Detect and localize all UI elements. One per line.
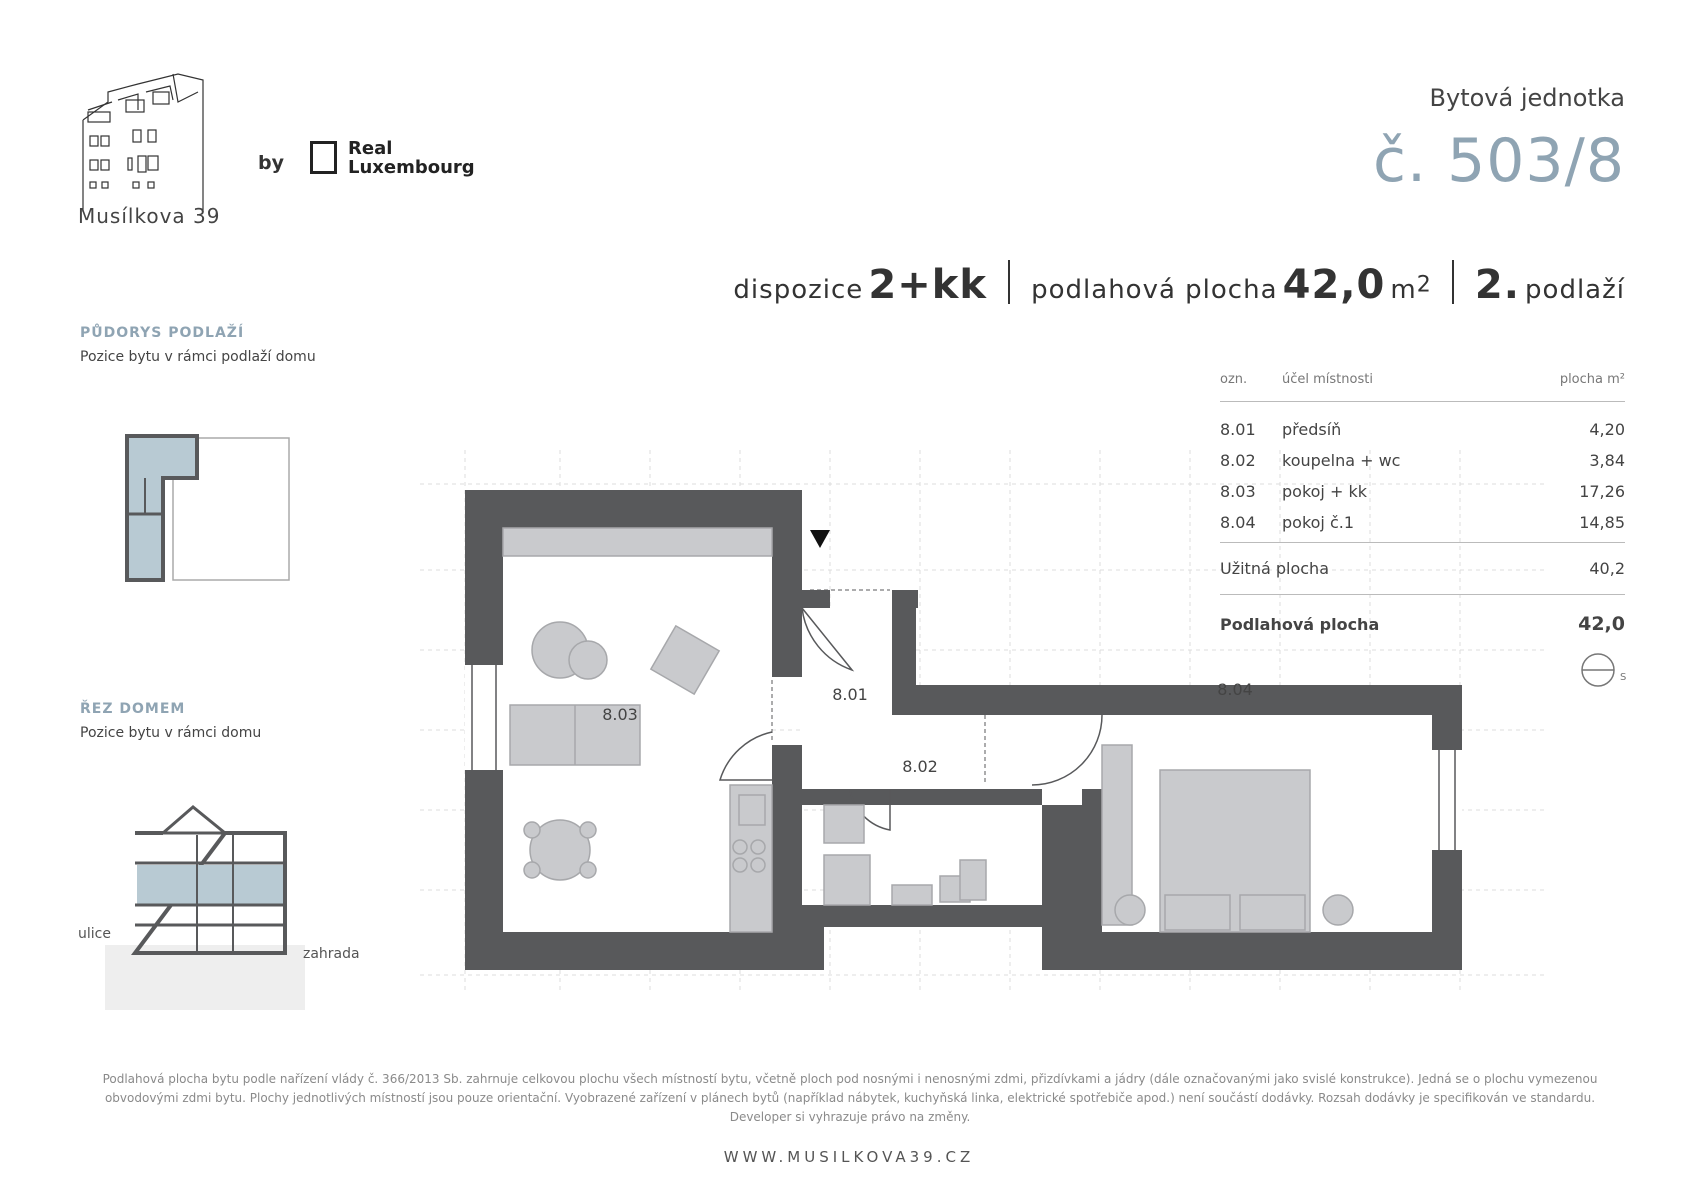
website-link[interactable]: WWW.MUSILKOVA39.CZ: [723, 1148, 975, 1166]
partner-line-2: Luxembourg: [348, 157, 475, 178]
compass-icon: [1580, 652, 1628, 690]
rooms-table: [1220, 372, 1625, 641]
street-label: ulice: [78, 926, 111, 942]
room-purpose: koupelna + wc: [1282, 451, 1401, 470]
room-area: 4,20: [1589, 420, 1625, 439]
floor-area-row: [1220, 595, 1625, 642]
header-code: ozn.: [1220, 372, 1282, 402]
by-label: by: [258, 152, 284, 174]
table-row: [1220, 507, 1625, 543]
room-purpose: pokoj č.1: [1282, 513, 1355, 532]
divider: [1008, 260, 1010, 304]
room-label-8-03: 8.03: [602, 705, 638, 724]
unit-summary: [733, 260, 1625, 308]
area-unit: m: [1390, 275, 1417, 305]
compass-label: S: [1620, 672, 1627, 683]
room-code: 8.03: [1220, 482, 1256, 501]
real-luxembourg-logo-text: [348, 139, 475, 177]
room-label-8-01: 8.01: [832, 685, 868, 704]
brand-name: Musílkova 39: [78, 204, 221, 228]
header-area: plocha m²: [1503, 372, 1625, 402]
rooms-table-header: [1220, 372, 1625, 402]
room-area: 14,85: [1579, 513, 1625, 532]
usable-area-value: 40,2: [1503, 543, 1625, 595]
usable-area-label: Užitná plocha: [1220, 543, 1503, 595]
building-section-diagram: [105, 795, 325, 1015]
room-label-8-04: 8.04: [1217, 680, 1253, 699]
usable-area-row: [1220, 543, 1625, 595]
area-label: podlahová plocha: [1031, 275, 1278, 305]
floor-plan-subtitle: Pozice bytu v rámci podlaží domu: [80, 349, 316, 365]
room-code: 8.01: [1220, 420, 1256, 439]
floor-plan-title: PŮDORYS PODLAŽÍ: [80, 325, 245, 341]
floor-area-label: Podlahová plocha: [1220, 595, 1503, 642]
room-purpose: pokoj + kk: [1282, 482, 1367, 501]
table-row: [1220, 445, 1625, 476]
area-unit-sup: 2: [1416, 272, 1431, 298]
floor-value: 2.: [1474, 262, 1520, 308]
partner-line-1: Real: [348, 138, 393, 159]
room-area: 3,84: [1589, 451, 1625, 470]
section-title: ŘEZ DOMEM: [80, 701, 186, 717]
real-luxembourg-logo-mark: [310, 141, 337, 174]
header-purpose: účel místnosti: [1282, 372, 1503, 402]
room-label-8-02: 8.02: [902, 757, 938, 776]
floor-position-minimap: [125, 430, 295, 590]
disclaimer: Podlahová plocha bytu podle nařízení vlády č. 366/2013 Sb. zahrnuje celkovou plochu všech místností bytu, včetně ploch pod nosnými i nenosnými zdmi, přizdívkami a jádry (dále označovanými jako svislé konstrukce). Jedná se o plochu vymezenou obvodovými zdmi bytu. Plochy jednotlivých místností jsou pouze orientační. Vyobrazené zařízení v plánech bytů (například nábytek, kuchyňská linka, elektrické spotřebiče apod.) není součástí dodávky. Rozsah dodávky je specifikován ve standardu. Developer si vyhrazuje právo na změny.: [102, 1072, 1598, 1124]
area-value: 42,0: [1282, 262, 1386, 308]
room-code: 8.04: [1220, 513, 1256, 532]
disposition-label: dispozice: [733, 275, 864, 305]
room-code: 8.02: [1220, 451, 1256, 470]
unit-number: č. 503/8: [1372, 126, 1625, 196]
room-purpose: předsíň: [1282, 420, 1342, 439]
building-logo: [78, 72, 228, 222]
floor-area-value: 42,0: [1503, 595, 1625, 642]
divider: [1452, 260, 1454, 304]
room-area: 17,26: [1579, 482, 1625, 501]
floor-label: podlaží: [1525, 275, 1625, 305]
table-row: [1220, 402, 1625, 446]
disposition-value: 2+kk: [868, 262, 987, 308]
unit-label: Bytová jednotka: [1429, 84, 1625, 112]
table-row: [1220, 476, 1625, 507]
section-subtitle: Pozice bytu v rámci domu: [80, 725, 262, 741]
garden-label: zahrada: [303, 946, 360, 962]
